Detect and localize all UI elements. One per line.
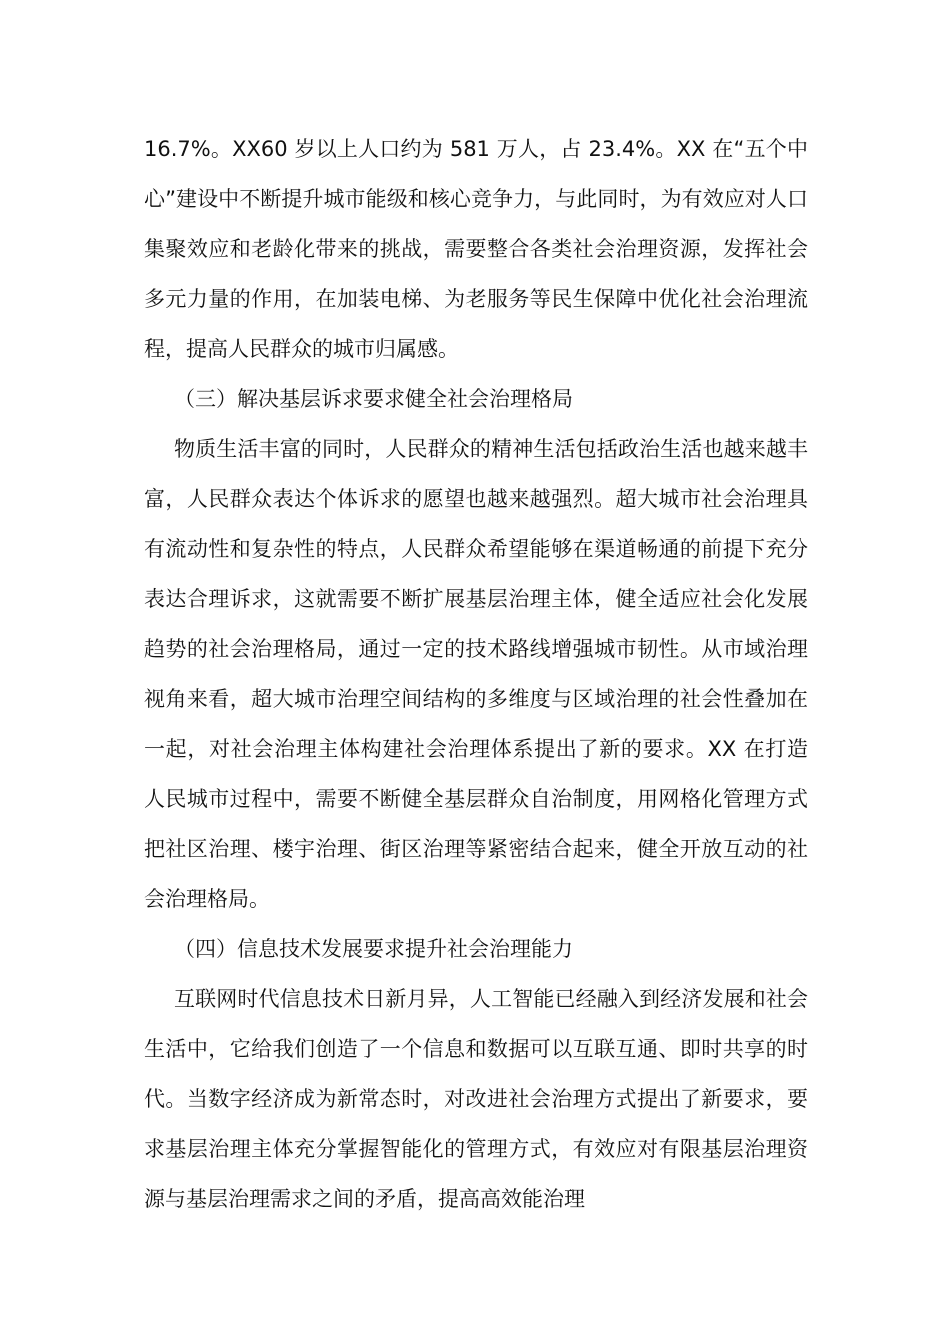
section-heading-four: （四）信息技术发展要求提升社会治理能力 [174, 937, 573, 961]
section-heading-three: （三）解决基层诉求要求健全社会治理格局 [174, 387, 573, 411]
paragraph-continuation: 16.7%。XX60 岁以上人口约为 581 万人，占 23.4%。XX 在“五个中心”建设中不断提升城市能级和核心竞争力，与此同时，为有效应对人口集聚效应和老龄化带来的挑战，需要整合各类社会治理资源，发挥社会多元力量的作用，在加装电梯、为老服务等民生保障中优化社会治理流程，提高人民群众的城市归属感。 [144, 137, 808, 361]
paragraph-grassroots-demands: 物质生活丰富的同时，人民群众的精神生活包括政治生活也越来越丰富，人民群众表达个体诉求的愿望也越来越强烈。超大城市社会治理具有流动性和复杂性的特点，人民群众希望能够在渠道畅通的前提下充分表达合理诉求，这就需要不断扩展基层治理主体，健全适应社会化发展趋势的社会治理格局，通过一定的技术路线增强城市韧性。从市域治理视角来看，超大城市治理空间结构的多维度与区域治理的社会性叠加在一起，对社会治理主体构建社会治理体系提出了新的要求。XX 在打造人民城市过程中，需要不断健全基层群众自治制度，用网格化管理方式把社区治理、楼宇治理、街区治理等紧密结合起来，健全开放互动的社会治理格局。 [144, 437, 808, 911]
paragraph-information-technology: 互联网时代信息技术日新月异，人工智能已经融入到经济发展和社会生活中，它给我们创造了一个信息和数据可以互联互通、即时共享的时代。当数字经济成为新常态时，对改进社会治理方式提出了新要求，要求基层治理主体充分掌握智能化的管理方式，有效应对有限基层治理资源与基层治理需求之间的矛盾，提高高效能治理 [144, 987, 808, 1211]
document-body [144, 124, 808, 1224]
